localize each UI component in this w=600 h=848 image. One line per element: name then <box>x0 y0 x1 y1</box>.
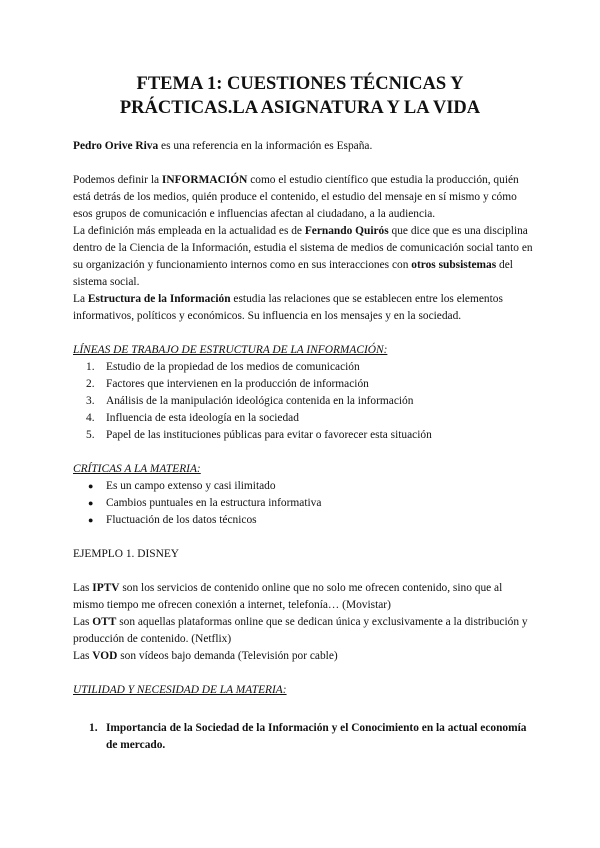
list-number: 1. <box>86 361 95 373</box>
definition-paragraph <box>73 172 533 223</box>
text-run: Las <box>73 582 93 594</box>
list-number: 1. <box>89 722 98 734</box>
intro-text: es una referencia en la información es España. <box>158 140 373 152</box>
bold-term: Fernando Quirós <box>304 225 389 237</box>
ott-paragraph <box>73 614 533 648</box>
text-run: Las <box>73 650 93 662</box>
text-run: estudia las relaciones que se establecen entre los elementos informativos, políticos y económicos. Su influencia en los mensajes y en la sociedad. <box>73 293 503 322</box>
title-line-2: PRÁCTICAS.LA ASIGNATURA Y LA VIDA <box>119 98 481 118</box>
utilidad-list <box>73 720 533 754</box>
bold-term: OTT <box>92 616 117 628</box>
intro-paragraph <box>73 138 533 155</box>
document-body <box>73 138 533 754</box>
bold-term: IPTV <box>92 582 120 594</box>
list-text: Influencia de esta ideología en la sociedad <box>106 412 299 424</box>
list-text: Factores que intervienen en la producción de información <box>106 378 369 390</box>
list-number: 2. <box>86 378 95 390</box>
bullet-icon: ● <box>88 515 94 525</box>
list-text: Papel de las instituciones públicas para evitar o favorecer esta situación <box>106 429 432 441</box>
author-name: Pedro Orive Riva <box>73 140 159 152</box>
spacer <box>73 325 533 342</box>
text-run: del sistema social. <box>73 259 513 288</box>
spacer <box>73 444 533 461</box>
criticas-heading: CRÍTICAS A LA MATERIA: <box>73 463 201 475</box>
title-line-1: FTEMA 1: CUESTIONES TÉCNICAS Y <box>136 74 464 94</box>
criticas-list <box>73 478 533 529</box>
list-item <box>73 410 533 427</box>
spacer <box>73 563 533 580</box>
bold-term: otros subsistemas <box>411 259 497 271</box>
bold-term: Estructura de la Información <box>87 293 231 305</box>
quiros-paragraph <box>73 223 533 291</box>
text-run: son aquellas plataformas online que se dedican única y exclusivamente a la distribución y producción de contenido. (Netflix) <box>73 616 528 645</box>
list-item <box>73 720 533 754</box>
list-number: 3. <box>86 395 95 407</box>
utilidad-heading: UTILIDAD Y NECESIDAD DE LA MATERIA: <box>73 684 287 696</box>
iptv-paragraph <box>73 580 533 614</box>
bold-term: VOD <box>92 650 118 662</box>
text-run: La <box>73 293 88 305</box>
list-text: Análisis de la manipulación ideológica contenida en la información <box>106 395 414 407</box>
list-item <box>73 427 533 444</box>
vod-paragraph <box>73 648 533 665</box>
spacer <box>73 665 533 682</box>
list-text: Estudio de la propiedad de los medios de comunicación <box>106 361 360 373</box>
text-run: son vídeos bajo demanda (Televisión por cable) <box>117 650 338 662</box>
bullet-icon: ● <box>88 498 94 508</box>
text-run: como el estudio científico que estudia la producción, quién está detrás de los medios, quién produce el contenido, el estudio del mensaje en sí mismo y cómo esos grupos de comunicación e influencias afectan al ciudadano, a la audiencia. <box>73 174 519 220</box>
bullet-icon: ● <box>88 481 94 491</box>
document-title <box>60 72 540 120</box>
list-text: Importancia de la Sociedad de la Información y el Conocimiento en la actual economía de mercado. <box>106 722 527 751</box>
spacer <box>73 155 533 172</box>
list-number: 4. <box>86 412 95 424</box>
spacer <box>73 529 533 546</box>
text-run: son los servicios de contenido online que no solo me ofrecen contenido, sino que al mismo tiempo me ofrecen conexión a internet, telefonía… (Movistar) <box>73 582 503 611</box>
bold-term: INFORMACIÓN <box>161 174 248 186</box>
list-number: 5. <box>86 429 95 441</box>
list-item <box>73 376 533 393</box>
spacer <box>73 699 533 716</box>
lineas-heading: LÍNEAS DE TRABAJO DE ESTRUCTURA DE LA INFORMACIÓN: <box>73 344 388 356</box>
list-item <box>73 393 533 410</box>
lineas-list <box>73 359 533 444</box>
list-item <box>73 512 533 529</box>
estructura-paragraph <box>73 291 533 325</box>
list-text: Es un campo extenso y casi ilimitado <box>106 480 276 492</box>
text-run: que dice que es una disciplina dentro de la Ciencia de la Información, estudia el sistema de medios de comunicación social tanto en su organización y funcionamiento internos como en sus interacciones con <box>73 225 533 271</box>
text-run: Podemos definir la <box>73 174 162 186</box>
list-item <box>73 359 533 376</box>
list-text: Fluctuación de los datos técnicos <box>106 514 257 526</box>
ejemplo-heading: EJEMPLO 1. DISNEY <box>73 548 179 560</box>
list-text: Cambios puntuales en la estructura informativa <box>106 497 322 509</box>
list-item <box>73 495 533 512</box>
list-item <box>73 478 533 495</box>
text-run: Las <box>73 616 93 628</box>
text-run: La definición más empleada en la actualidad es de <box>73 225 305 237</box>
